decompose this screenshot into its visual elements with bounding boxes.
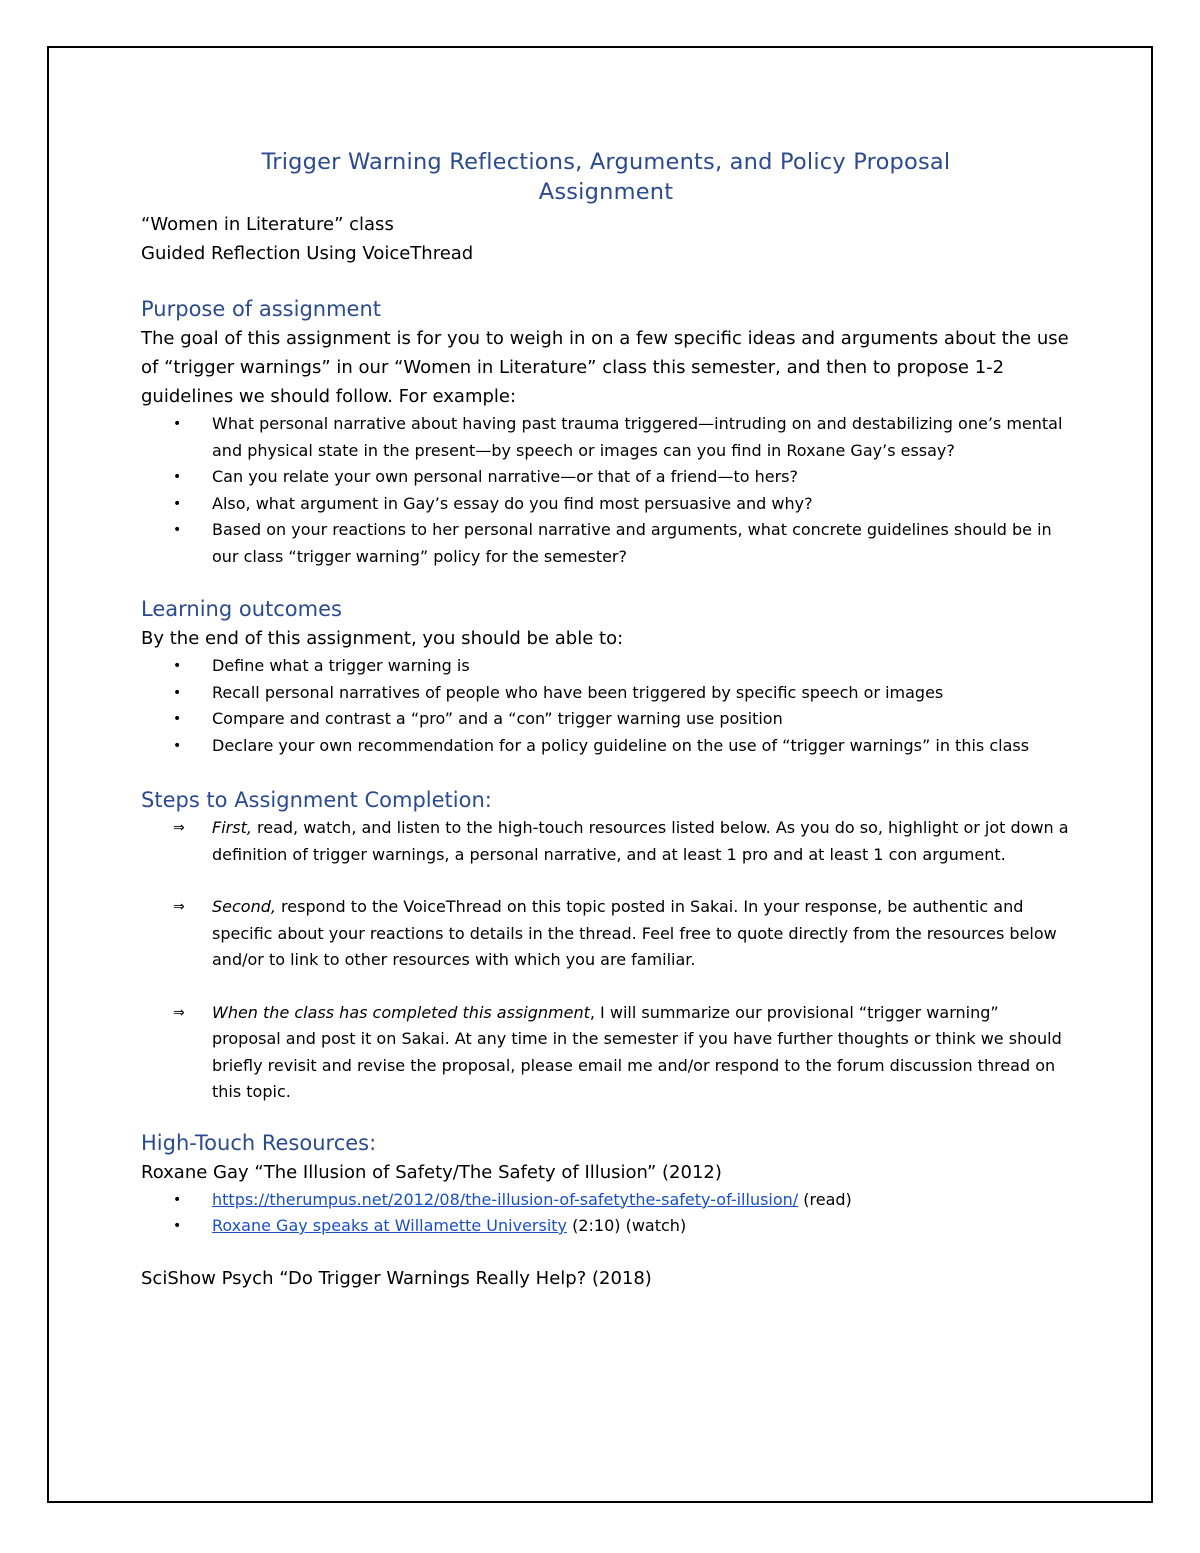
arrow-icon: ⇒ xyxy=(173,820,185,836)
reflection-subtitle: Guided Reflection Using VoiceThread xyxy=(141,243,474,264)
step-emphasis: When the class has completed this assignment xyxy=(212,1002,590,1022)
title-line-2: Assignment xyxy=(538,179,674,205)
document-body xyxy=(141,147,1071,1293)
resource-links xyxy=(141,1187,1071,1240)
list-item: • What personal narrative about having past trauma triggered—intruding on and destabilizing one’s mental and physical state in the present—by speech or images can you find in Roxane Gay’s essay? xyxy=(141,411,1071,464)
list-item: • Recall personal narratives of people who have been triggered by specific speech or images xyxy=(141,680,1071,707)
bullet-icon: • xyxy=(173,658,182,674)
list-item: • Based on your reactions to her personal narrative and arguments, what concrete guidelines should be in our class “trigger warning” policy for the semester? xyxy=(141,517,1071,570)
steps-list xyxy=(141,815,1071,1106)
bullet-icon: • xyxy=(173,495,182,512)
step-emphasis: First, xyxy=(212,818,252,837)
list-item: • Compare and contrast a “pro” and a “con” trigger warning use position xyxy=(141,706,1071,733)
step-item: ⇒ Second, respond to the VoiceThread on this topic posted in Sakai. In your response, be authentic and specific about your reactions to details in the thread. Feel free to quote directly from the resources below and/or to link to other resources with which you are familiar. xyxy=(141,894,1071,974)
purpose-list xyxy=(141,411,1071,570)
list-item: • Roxane Gay speaks at Willamette University (2:10) (watch) xyxy=(141,1213,1071,1240)
step-item: ⇒ When the class has completed this assignment, I will summarize our provisional “trigger warning” proposal and post it on Sakai. At any time in the semester if you have further thoughts or think we should briefly revisit and revise the proposal, please email me and/or respond to the forum discussion thread on this topic. xyxy=(141,1000,1071,1106)
list-item: • Also, what argument in Gay’s essay do you find most persuasive and why? xyxy=(141,491,1071,518)
bullet-icon: • xyxy=(173,1218,182,1234)
bullet-icon: • xyxy=(173,469,182,485)
step-emphasis: Second, xyxy=(212,897,276,916)
class-name: “Women in Literature” class xyxy=(141,214,394,235)
bullet-icon: • xyxy=(173,416,182,432)
steps-heading: Steps to Assignment Completion: xyxy=(141,788,492,812)
resource-source-2: SciShow Psych “Do Trigger Warnings Really Help? (2018) xyxy=(141,1267,652,1289)
document-title xyxy=(141,147,1071,207)
arrow-icon: ⇒ xyxy=(173,899,185,915)
title-line-1: Trigger Warning Reflections, Arguments, and Policy Proposal xyxy=(261,149,951,175)
outcomes-lead: By the end of this assignment, you should be able to: xyxy=(141,628,624,649)
list-item: • https://therumpus.net/2012/08/the-illusion-of-safetythe-safety-of-illusion/ (read) xyxy=(141,1187,1071,1214)
bullet-icon: • xyxy=(173,1191,182,1208)
list-item: • Declare your own recommendation for a policy guideline on the use of “trigger warnings” in this class xyxy=(141,733,1071,760)
outcomes-heading: Learning outcomes xyxy=(141,597,342,621)
bullet-icon: • xyxy=(173,737,182,754)
resource-source-1: Roxane Gay “The Illusion of Safety/The Safety of Illusion” (2012) xyxy=(141,1161,722,1183)
arrow-icon: ⇒ xyxy=(173,1004,185,1021)
outcomes-list xyxy=(141,653,1071,759)
resources-heading: High-Touch Resources: xyxy=(141,1130,377,1155)
step-item: ⇒ First, read, watch, and listen to the high-touch resources listed below. As you do so, highlight or jot down a definition of trigger warnings, a personal narrative, and at least 1 pro and at least 1 con argument. xyxy=(141,815,1071,868)
list-item: • Define what a trigger warning is xyxy=(141,653,1071,680)
bullet-icon: • xyxy=(173,711,182,727)
rumpus-article-link[interactable]: https://therumpus.net/2012/08/the-illusion-of-safetythe-safety-of-illusion/ xyxy=(212,1189,799,1209)
willamette-video-link[interactable]: Roxane Gay speaks at Willamette University xyxy=(212,1216,568,1235)
bullet-icon: • xyxy=(173,684,182,701)
list-item: • Can you relate your own personal narrative—or that of a friend—to hers? xyxy=(141,464,1071,491)
purpose-lead: The goal of this assignment is for you to weigh in on a few specific ideas and arguments about the use of “trigger warnings” in our “Women in Literature” class this semester, and then to propose 1-2 guidelines we should follow. For example: xyxy=(141,328,1069,407)
purpose-heading: Purpose of assignment xyxy=(141,297,382,321)
bullet-icon: • xyxy=(173,522,182,538)
